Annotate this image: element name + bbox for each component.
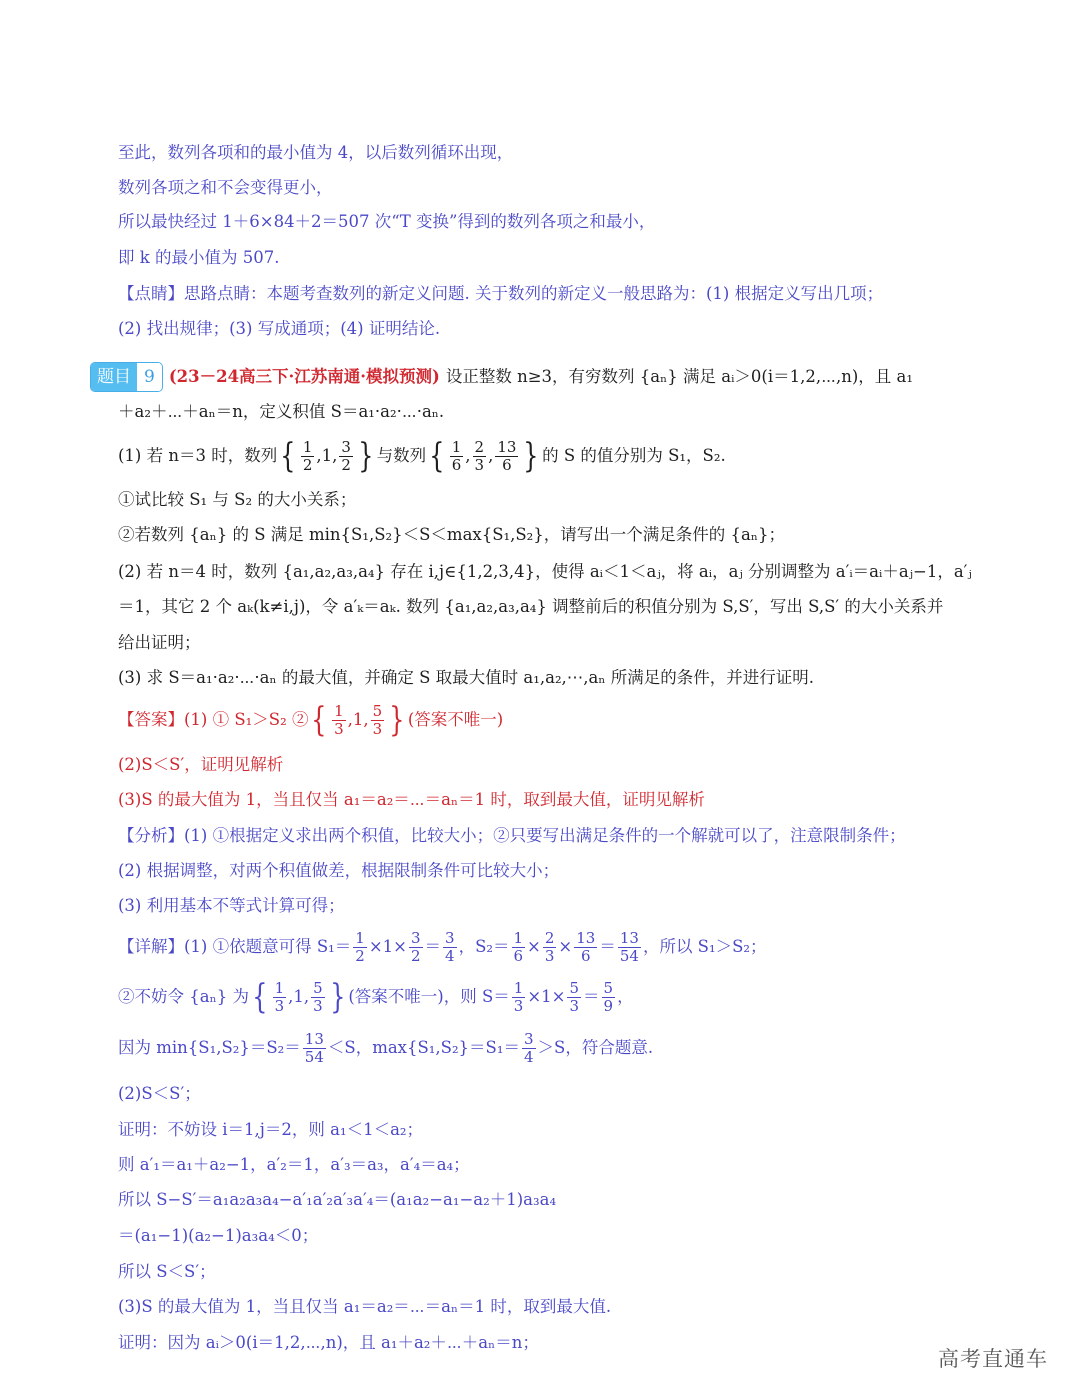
fraction xyxy=(301,439,315,474)
text-line xyxy=(118,665,814,691)
text-line xyxy=(118,823,906,849)
numerator: 13 xyxy=(304,1029,324,1048)
text-segment: ＜S，max{S₁,S₂}＝S₁＝ xyxy=(327,1038,520,1057)
text-segment: 因为 min{S₁,S₂}＝S₂＝ xyxy=(118,1038,301,1057)
text-segment: 则 a′₁＝a₁＋a₂−1，a′₂＝1，a′₃＝a₃，a′₄＝a₄； xyxy=(118,1155,470,1174)
text-line xyxy=(118,487,356,513)
brace: { xyxy=(280,436,296,476)
text-segment: 的 S 的值分别为 S₁，S₂. xyxy=(542,446,726,465)
text-line xyxy=(118,700,504,740)
fraction xyxy=(273,980,287,1015)
fraction xyxy=(409,930,423,965)
brace: { xyxy=(429,436,445,476)
brace: } xyxy=(389,700,405,740)
fraction xyxy=(450,439,464,474)
numerator: 2 xyxy=(544,928,555,947)
text-segment: ，所以 S₁＞S₂； xyxy=(642,937,767,956)
text-segment: ＞S，符合题意. xyxy=(537,1038,654,1057)
text-segment: ，S₂＝ xyxy=(458,937,510,956)
denominator: 54 xyxy=(304,1047,324,1066)
text-segment: ②不妨令 {aₙ} 为 xyxy=(118,987,249,1006)
text-segment: ＝(a₁−1)(a₂−1)a₃a₄＜0； xyxy=(118,1226,319,1245)
text-line xyxy=(118,245,279,271)
fraction xyxy=(512,930,526,965)
text-line xyxy=(118,436,726,476)
denominator: 6 xyxy=(513,946,524,965)
badge-label: 题目 xyxy=(91,363,137,391)
denominator: 6 xyxy=(451,455,462,474)
text-segment: , xyxy=(488,446,494,465)
text-segment: (3) 利用基本不等式计算可得； xyxy=(118,896,345,915)
text-segment: (3) 求 S＝a₁·a₂·⋯·aₙ 的最大值，并确定 S 取最大值时 a₁,a₂,⋯,aₙ 所满足的条件，并进行证明. xyxy=(118,668,815,687)
fraction xyxy=(371,703,385,738)
text-line xyxy=(118,316,440,342)
text-segment: 证明：不妨设 i＝1,j＝2，则 a₁＜1＜a₂； xyxy=(118,1120,424,1139)
text-segment: ①试比较 S₁ 与 S₂ 的大小关系； xyxy=(118,490,357,509)
numerator: 1 xyxy=(274,978,285,997)
text-line xyxy=(118,399,444,425)
fraction xyxy=(618,930,641,965)
numerator: 1 xyxy=(451,437,462,456)
numerator: 2 xyxy=(474,437,485,456)
denominator: 2 xyxy=(355,946,365,965)
problem-source: (23－24高三下·江苏南通·模拟预测) xyxy=(168,367,440,386)
text-segment: (3)S 的最大值为 1，当且仅当 a₁＝a₂＝⋯＝aₙ＝1 时，取到最大值. xyxy=(118,1297,612,1316)
text-line xyxy=(118,559,972,585)
denominator: 3 xyxy=(474,455,485,474)
text-segment: 【点睛】思路点睛：本题考查数列的新定义问题. 关于数列的新定义一般思路为：(1) 根据定义写出几项； xyxy=(118,284,884,303)
numerator: 5 xyxy=(313,978,323,997)
text-line xyxy=(118,1330,539,1356)
text-segment: 所以 S−S′＝a₁a₂a₃a₄−a′₁a′₂a′₃a′₄＝(a₁a₂−a₁−a₂＋1)a₃a₄ xyxy=(118,1190,557,1209)
text-line xyxy=(118,1029,654,1066)
text-segment: ＝1，其它 2 个 aₖ(k≠i,j)，令 a′ₖ＝aₖ. 数列 {a₁,a₂,a₃,a₄} 调整前后的积值分别为 S,S′，写出 S,S′ 的大小关系并 xyxy=(118,597,944,616)
text-line xyxy=(118,1152,470,1178)
problem-badge xyxy=(90,362,163,392)
fraction xyxy=(512,980,526,1015)
numerator: 13 xyxy=(576,928,596,947)
text-segment: ×1× xyxy=(527,987,566,1006)
numerator: 5 xyxy=(372,701,383,720)
text-line xyxy=(118,140,513,166)
text-segment: (答案不唯一)，则 S＝ xyxy=(348,987,510,1006)
text-segment: × xyxy=(558,937,573,956)
fraction xyxy=(311,980,325,1015)
text-line xyxy=(118,1081,201,1107)
text-segment: (2)S＜S′； xyxy=(118,1084,201,1103)
denominator: 2 xyxy=(410,946,421,965)
text-segment: 与数列 xyxy=(376,446,427,465)
fraction xyxy=(567,980,581,1015)
text-segment: ＝ xyxy=(583,987,600,1006)
fraction xyxy=(443,930,457,965)
brace: } xyxy=(358,436,374,476)
text-line xyxy=(118,752,283,778)
text-segment: 证明：因为 aᵢ＞0(i＝1,2,⋯,n)，且 a₁＋a₂＋⋯＋aₙ＝n； xyxy=(118,1333,539,1352)
text-segment: (3)S 的最大值为 1，当且仅当 a₁＝a₂＝⋯＝aₙ＝1 时，取到最大值，证明见解析 xyxy=(118,790,705,809)
fraction xyxy=(473,439,487,474)
fraction xyxy=(602,980,616,1015)
text-segment: ＋a₂＋⋯＋aₙ＝n，定义积值 S＝a₁·a₂·⋯·aₙ. xyxy=(118,402,445,421)
brace: } xyxy=(329,977,346,1017)
text-segment: 至此，数列各项和的最小值为 4，以后数列循环出现， xyxy=(118,143,514,162)
denominator: 3 xyxy=(274,996,285,1015)
text-segment: ,1, xyxy=(347,710,369,729)
numerator: 5 xyxy=(569,978,580,997)
numerator: 1 xyxy=(513,928,524,947)
text-segment: ,1, xyxy=(288,987,310,1006)
denominator: 3 xyxy=(513,996,524,1015)
numerator: 3 xyxy=(445,928,455,947)
text-segment: 数列各项之和不会变得更小， xyxy=(118,178,333,197)
brace: { xyxy=(311,700,327,740)
denominator: 3 xyxy=(334,719,344,738)
text-line xyxy=(118,175,333,201)
text-segment: ＝ xyxy=(599,937,616,956)
denominator: 2 xyxy=(341,455,351,474)
fraction xyxy=(574,930,597,965)
brace: { xyxy=(252,977,268,1017)
text-line xyxy=(118,893,345,919)
brace: } xyxy=(523,436,539,476)
denominator: 3 xyxy=(544,946,555,965)
denominator: 3 xyxy=(372,719,383,738)
text-segment: 所以 S＜S′； xyxy=(118,1262,216,1281)
text-line xyxy=(118,1117,423,1143)
fraction xyxy=(543,930,557,965)
watermark: 高考直通车 xyxy=(938,1347,1048,1371)
denominator: 4 xyxy=(445,946,455,965)
text-line xyxy=(118,928,767,965)
text-line xyxy=(118,858,559,884)
badge-number: 9 xyxy=(137,363,162,391)
text-line xyxy=(118,594,943,620)
denominator: 4 xyxy=(523,1047,534,1066)
numerator: 3 xyxy=(523,1029,534,1048)
denominator: 54 xyxy=(619,946,639,965)
text-segment: 即 k 的最小值为 507. xyxy=(118,248,280,267)
numerator: 13 xyxy=(497,437,517,456)
text-segment: 所以最快经过 1＋6×84＋2＝507 次“T 变换”得到的数列各项之和最小， xyxy=(118,212,656,231)
denominator: 2 xyxy=(302,455,313,474)
numerator: 3 xyxy=(410,928,421,947)
numerator: 1 xyxy=(513,978,524,997)
numerator: 1 xyxy=(355,928,365,947)
fraction xyxy=(353,930,367,965)
text-line xyxy=(118,1223,318,1249)
fraction xyxy=(495,439,518,474)
fraction xyxy=(303,1031,326,1066)
text-line xyxy=(118,630,201,656)
text-segment: (2) 根据调整，对两个积值做差，根据限制条件可比较大小； xyxy=(118,861,560,880)
text-segment: ②若数列 {aₙ} 的 S 满足 min{S₁,S₂}＜S＜max{S₁,S₂}，请写出一个满足条件的 {aₙ}； xyxy=(118,525,786,544)
fraction xyxy=(522,1031,536,1066)
text-segment: 【详解】(1) ①依题意可得 S₁＝ xyxy=(118,937,352,956)
text-segment: 设正整数 n≥3，有穷数列 {aₙ} 满足 aᵢ＞0(i＝1,2,⋯,n)，且 a₁ xyxy=(445,367,913,386)
text-segment: × xyxy=(527,937,541,956)
text-segment: (2) 若 n＝4 时，数列 {a₁,a₂,a₃,a₄} 存在 i,j∈{1,2,3,4}，使得 aᵢ＜1＜aⱼ，将 aᵢ，aⱼ 分别调整为 a′ᵢ＝aᵢ＋aⱼ−1，a′ⱼ xyxy=(118,562,972,581)
numerator: 3 xyxy=(341,437,351,456)
denominator: 6 xyxy=(581,946,591,965)
numerator: 5 xyxy=(603,978,614,997)
text-segment: (1) 若 n＝3 时，数列 xyxy=(118,446,278,465)
text-line xyxy=(118,1259,216,1285)
denominator: 9 xyxy=(603,996,614,1015)
text-segment: (答案不唯一) xyxy=(407,710,504,729)
text-segment: (2) 找出规律；(3) 写成通项；(4) 证明结论. xyxy=(118,319,441,338)
text-segment: 【分析】(1) ①根据定义求出两个积值，比较大小；②只要写出满足条件的一个解就可以了，注意限制条件； xyxy=(118,826,906,845)
text-segment: ＝ xyxy=(424,937,442,956)
fraction xyxy=(339,439,353,474)
denominator: 3 xyxy=(569,996,580,1015)
text-segment: 给出证明； xyxy=(118,633,201,652)
text-line xyxy=(118,1187,556,1213)
denominator: 6 xyxy=(502,455,512,474)
text-line xyxy=(118,787,705,813)
fraction xyxy=(332,703,346,738)
text-line xyxy=(97,364,913,390)
text-line xyxy=(118,522,785,548)
denominator: 3 xyxy=(313,996,323,1015)
text-segment: (2)S＜S′，证明见解析 xyxy=(118,755,284,774)
text-line xyxy=(118,977,634,1017)
text-line xyxy=(118,1294,611,1320)
text-segment: ×1× xyxy=(368,937,407,956)
text-line xyxy=(118,281,883,307)
text-segment: ， xyxy=(617,987,634,1006)
numerator: 13 xyxy=(619,928,639,947)
numerator: 1 xyxy=(302,437,313,456)
text-segment: , xyxy=(465,446,471,465)
text-segment: 【答案】(1) ① S₁＞S₂ ② xyxy=(118,710,309,729)
text-segment: ,1, xyxy=(316,446,338,465)
text-line xyxy=(118,209,655,235)
numerator: 1 xyxy=(334,701,344,720)
